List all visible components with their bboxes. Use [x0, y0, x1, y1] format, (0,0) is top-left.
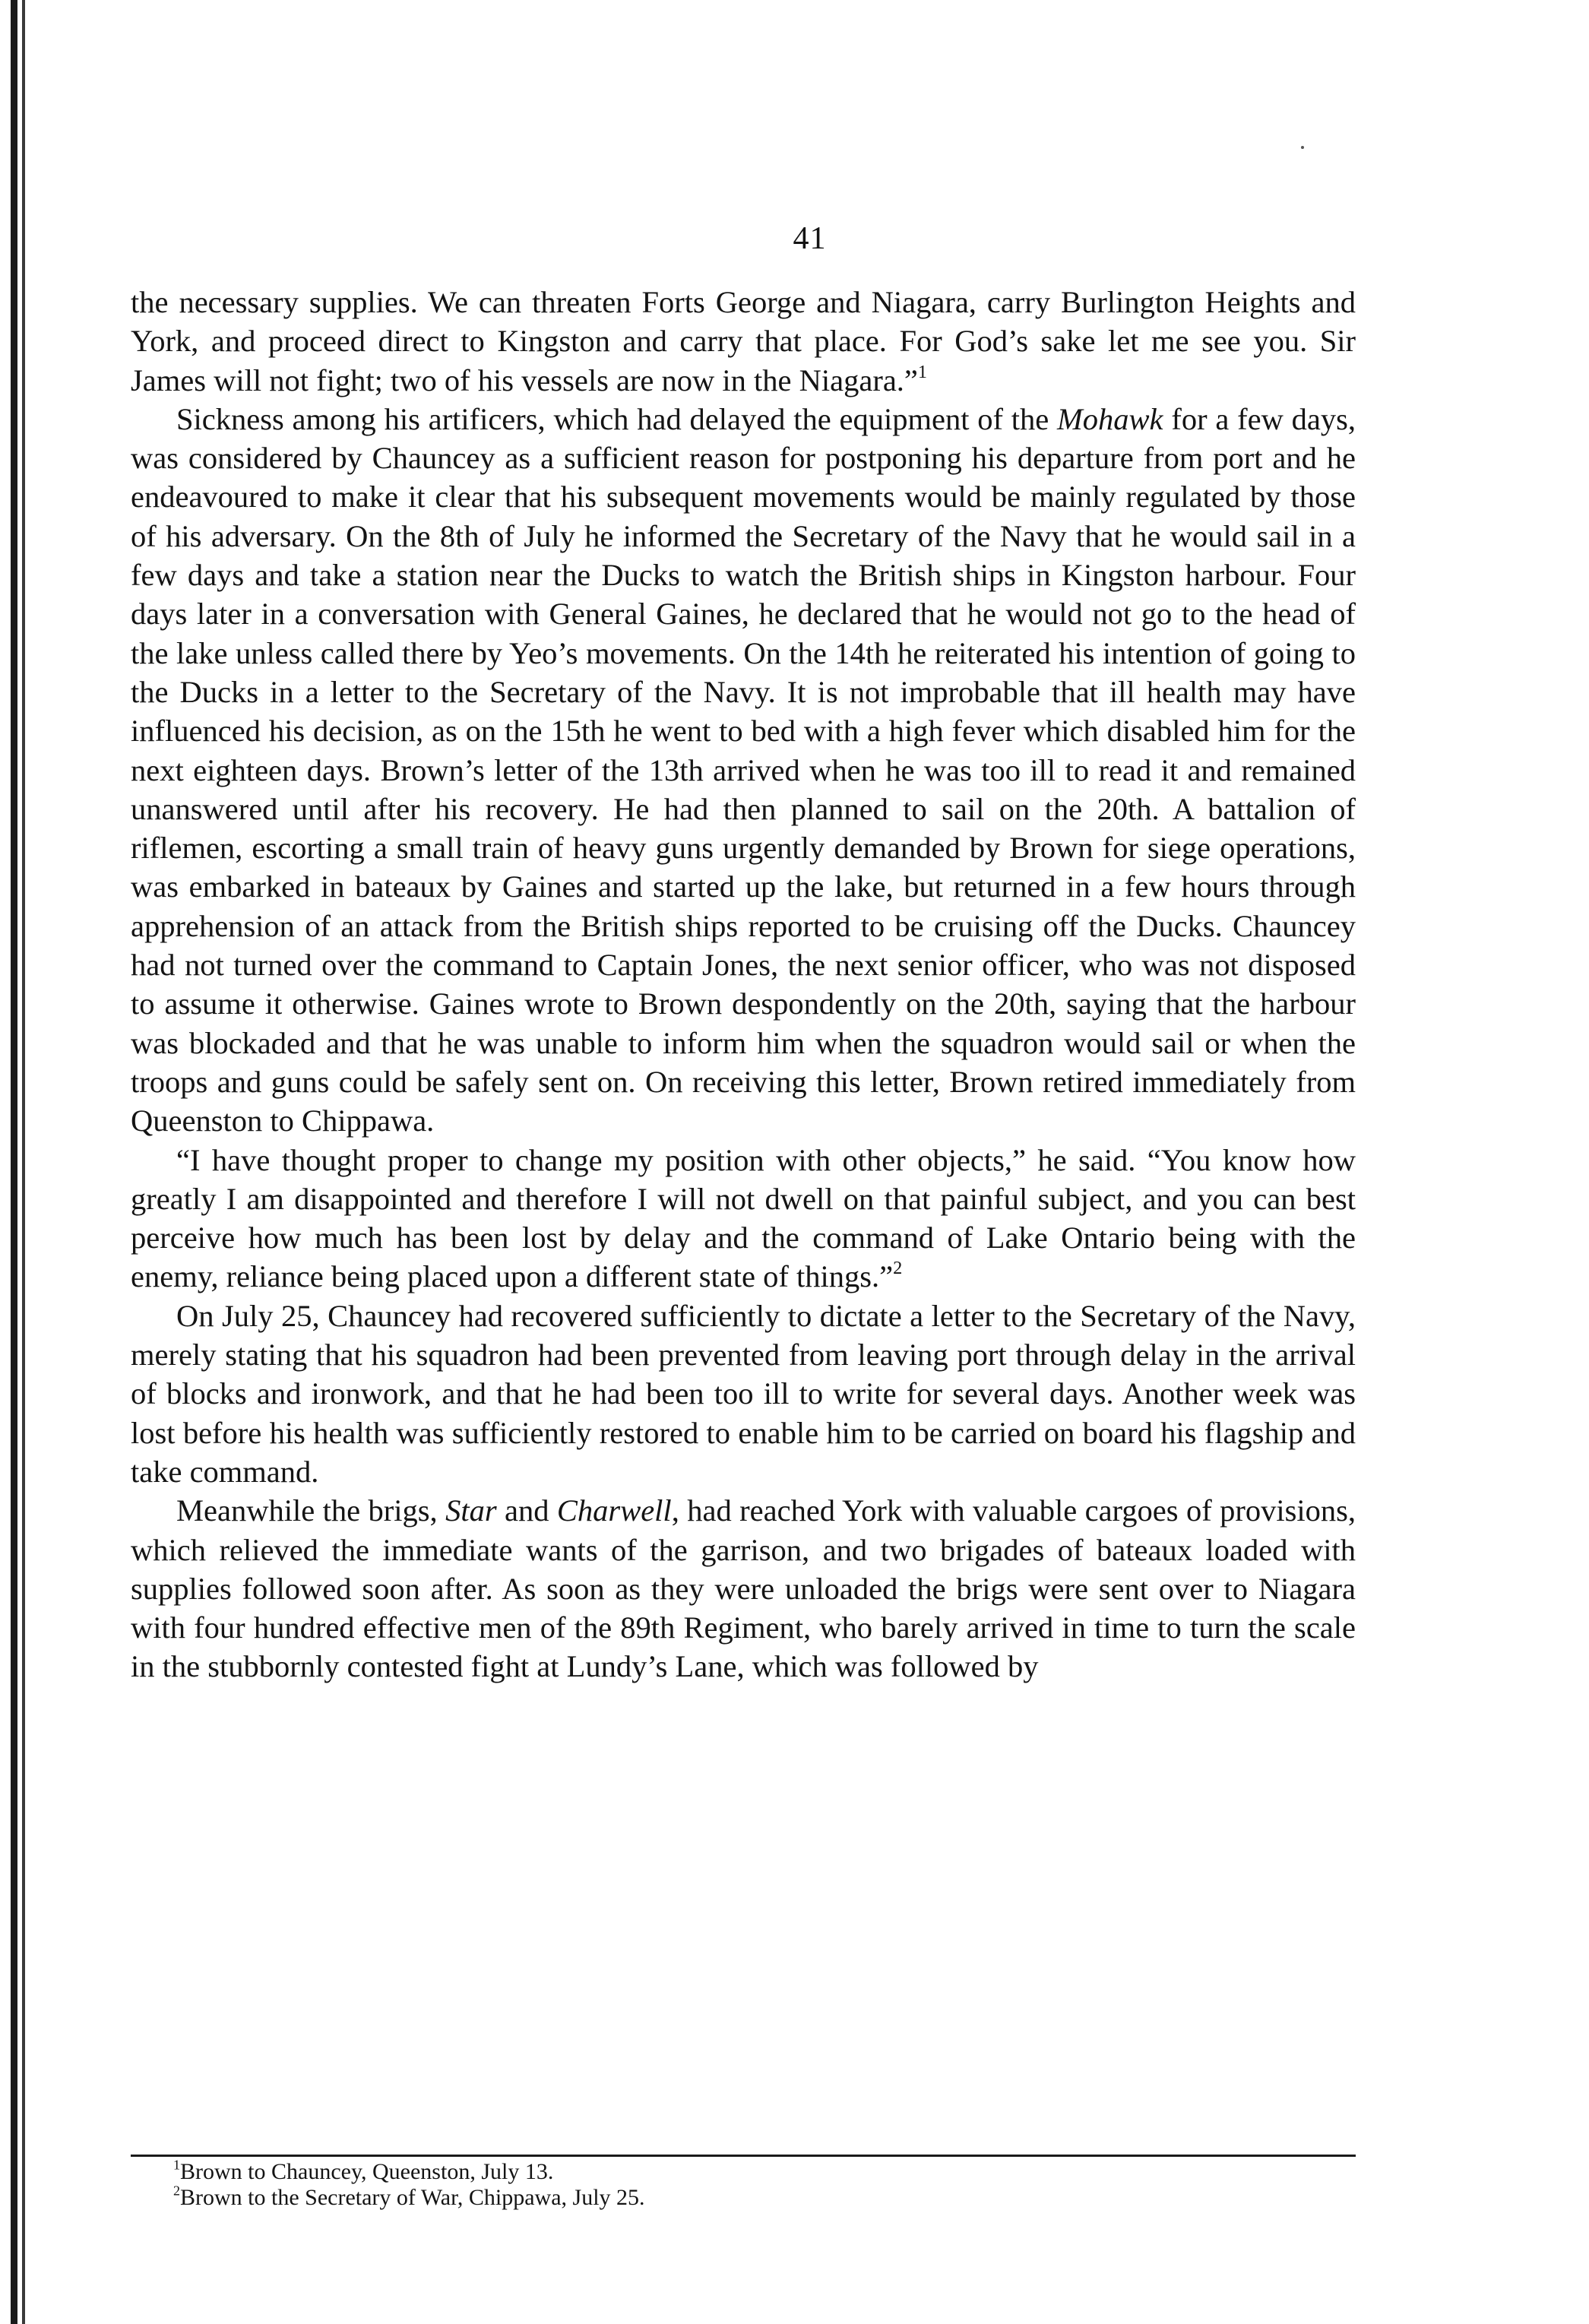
- footnote-reference: 2: [893, 1258, 903, 1279]
- text-segment: On July 25, Chauncey had recovered sufficiently to dictate a letter to the Secretary of the Navy, merely stating that his squadron had been prevented from leaving port through delay in the arrival of blocks and ironwork, and that he had been too ill to write for several days. Another week was lost before his health was sufficiently restored to enable him to be carried on board his flagship and take command.: [131, 1298, 1356, 1489]
- paragraph: [131, 1297, 1356, 1491]
- footnote-rule: [131, 2155, 1356, 2157]
- footnote: [173, 2185, 1313, 2211]
- text-segment: the necessary supplies. We can threaten Forts George and Niagara, carry Burlington Heights and York, and proceed direct to Kingston and carry that place. For God’s sake let me see you. Sir James will not fight; two of his vessels are now in the Niagara.”: [131, 285, 1356, 397]
- italic-text: Charwell: [556, 1493, 672, 1528]
- footnote-reference: 1: [917, 361, 928, 382]
- paragraph: [131, 1141, 1356, 1297]
- text-segment: and: [496, 1493, 557, 1528]
- footnotes: [173, 2159, 1313, 2211]
- footnote-text: Brown to Chauncey, Queenston, July 13.: [180, 2159, 554, 2184]
- footnote-mark: 2: [173, 2183, 180, 2199]
- scan-edge-line: [11, 0, 17, 2324]
- scan-edge-line-inner: [22, 0, 25, 2324]
- footnote: [173, 2159, 1313, 2185]
- paragraph: [131, 400, 1356, 1141]
- text-segment: Sickness among his artificers, which had delayed the equipment of the: [176, 401, 1058, 436]
- footnote-mark: 1: [173, 2157, 180, 2173]
- italic-text: Star: [445, 1493, 497, 1528]
- text-segment: “I have thought proper to change my position with other objects,” he said. “You know how greatly I am disappointed and therefore I will not dwell on that painful subject, and you can best perceive how much has been lost by delay and the command of Lake Ontario being with the enemy, reliance being placed upon a different state of things.”: [131, 1142, 1356, 1294]
- text-segment: for a few days, was considered by Chauncey as a sufficient reason for postponing his departure from port and he endeavoured to make it clear that his subsequent movements would be mainly regulated by those of his adversary. On the 8th of July he informed the Secretary of the Navy that he would sail in a few days and take a station near the Ducks to watch the British ships in Kingston harbour. Four days later in a conversation with General Gaines, he declared that he would not go to the head of the lake unless called there by Yeo’s movements. On the 14th he reiterated his intention of going to the Ducks in a letter to the Secretary of the Navy. It is not improbable that ill health may have influenced his decision, as on the 15th he went to bed with a high fever which disabled him for the next eighteen days. Brown’s letter of the 13th arrived when he was too ill to read it and remained unanswered until after his recovery. He had then planned to sail on the 20th. A battalion of riflemen, escorting a small train of heavy guns urgently demanded by Brown for siege operations, was embarked in bateaux by Gaines and started up the lake, but returned in a few hours through apprehension of an attack from the British ships reported to be cruising off the Ducks. Chauncey had not turned over the command to Captain Jones, the next senior officer, who was not disposed to assume it otherwise. Gaines wrote to Brown despondently on the 20th, saying that the harbour was blockaded and that he was unable to inform him when the squadron would sail or when the troops and guns could be safely sent on. On receiving this letter, Brown retired immediately from Queenston to Chippawa.: [131, 401, 1356, 1138]
- page-number: 41: [793, 221, 827, 256]
- body-text: [131, 283, 1356, 1686]
- paragraph: [131, 283, 1356, 400]
- text-segment: Meanwhile the brigs,: [176, 1493, 446, 1528]
- paragraph: [131, 1491, 1356, 1686]
- footnote-text: Brown to the Secretary of War, Chippawa, July 25.: [180, 2185, 645, 2210]
- scan-speck: [1301, 146, 1304, 149]
- text-segment: , had reached York with valuable cargoes of provisions, which relieved the immediate wants of the garrison, and two brigades of bateaux loaded with supplies followed soon after. As soon as they were unloaded the brigs were sent over to Niagara with four hundred effective men of the 89th Regiment, who barely arrived in time to turn the scale in the stubbornly contested fight at Lundy’s Lane, which was followed by: [131, 1493, 1356, 1684]
- italic-text: Mohawk: [1057, 401, 1163, 436]
